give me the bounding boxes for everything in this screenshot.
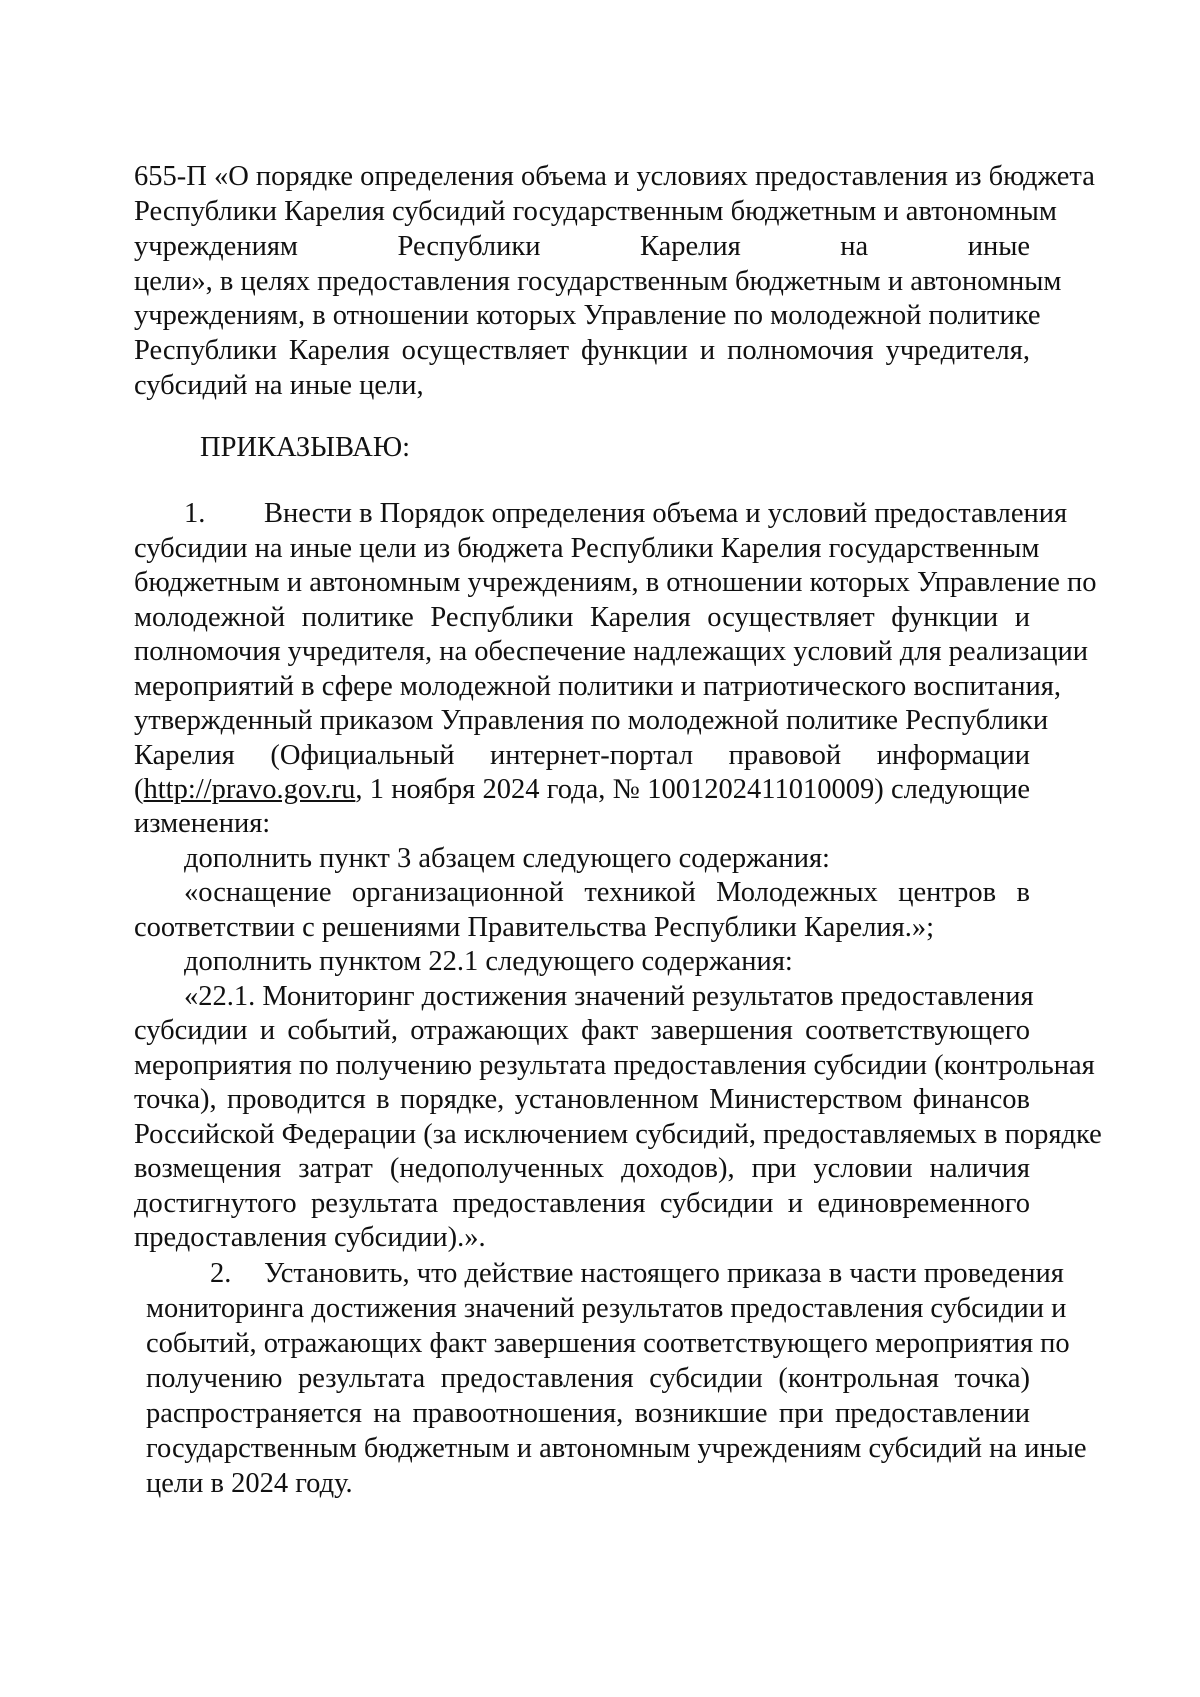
item-1-number: 1. xyxy=(184,498,206,529)
preamble-line-3: учреждениям Республики Карелия на иные xyxy=(134,231,1030,262)
quote-a-line-1: «оснащение организационной техникой Молодежных центров в xyxy=(184,877,1030,908)
item-1-sub-a: дополнить пункт 3 абзацем следующего содержания: xyxy=(184,843,830,874)
preamble-line-2: Республики Карелия субсидий государственным бюджетным и автономным xyxy=(134,196,1057,227)
item-1-line-6: мероприятий в сфере молодежной политики и патриотического воспитания, xyxy=(134,671,1062,702)
item-1-line-8: Карелия (Официальный интернет-портал правовой информации xyxy=(134,740,1030,771)
item-2-line-6: государственным бюджетным и автономным учреждениям субсидий на иные xyxy=(146,1433,1087,1464)
preamble-line-1: 655-П «О порядке определения объема и условиях предоставления из бюджета xyxy=(134,161,1095,192)
quote-b-line-3: мероприятия по получению результата предоставления субсидии (контрольная xyxy=(134,1050,1095,1081)
item-1-line-last: изменения: xyxy=(134,808,271,839)
item-1-line-2: субсидии на иные цели из бюджета Республики Карелия государственным xyxy=(134,533,1040,564)
quote-b-line-2: субсидии и событий, отражающих факт завершения соответствующего xyxy=(134,1015,1030,1046)
item-2-line-5: распространяется на правоотношения, возникшие при предоставлении xyxy=(146,1398,1030,1429)
item-2-line-7: цели в 2024 году. xyxy=(146,1468,353,1499)
item-2-line-4: получению результата предоставления субсидии (контрольная точка) xyxy=(146,1363,1030,1394)
item-2-line-2: мониторинга достижения значений результатов предоставления субсидии и xyxy=(146,1293,1067,1324)
item-2-number: 2. xyxy=(210,1258,232,1289)
quote-b-line-8: предоставления субсидии).». xyxy=(134,1222,486,1253)
quote-b-line-5: Российской Федерации (за исключением субсидий, предоставляемых в порядке xyxy=(134,1119,1102,1150)
item-1-line-3: бюджетным и автономным учреждениям, в отношении которых Управление по xyxy=(134,567,1097,598)
url-line-start: (http://pravo.gov.ru xyxy=(134,774,356,805)
item-1-line-5: полномочия учредителя, на обеспечение надлежащих условий для реализации xyxy=(134,636,1088,667)
preamble-line-6: Республики Карелия осуществляет функции и полномочия учредителя, xyxy=(134,335,1030,366)
quote-b-line-4: точка), проводится в порядке, установленном Министерством финансов xyxy=(134,1084,1030,1115)
preamble-line-5: учреждениям, в отношении которых Управление по молодежной политике xyxy=(134,300,1041,331)
quote-a-line-2: соответствии с решениями Правительства Республики Карелия.»; xyxy=(134,912,935,943)
item-2-line-1: Установить, что действие настоящего приказа в части проведения xyxy=(264,1258,1064,1289)
preamble-line-4: цели», в целях предоставления государственным бюджетным и автономным xyxy=(134,266,1062,297)
item-1-url-line xyxy=(134,772,1030,808)
item-1-sub-b: дополнить пунктом 22.1 следующего содержания: xyxy=(184,946,793,977)
item-1-line-4: молодежной политике Республики Карелия осуществляет функции и xyxy=(134,602,1030,633)
item-2-line-3: событий, отражающих факт завершения соответствующего мероприятия по xyxy=(146,1328,1070,1359)
quote-b-line-7: достигнутого результата предоставления субсидии и единовременного xyxy=(134,1188,1030,1219)
quote-b-line-6: возмещения затрат (недополученных доходов), при условии наличия xyxy=(134,1153,1030,1184)
pravo-link[interactable]: http://pravo.gov.ru xyxy=(143,774,356,805)
quote-b-line-1: «22.1. Мониторинг достижения значений результатов предоставления xyxy=(184,981,1034,1012)
item-1-line-1: Внести в Порядок определения объема и условий предоставления xyxy=(264,498,1068,529)
item-1-line-7: утвержденный приказом Управления по молодежной политике Республики xyxy=(134,705,1049,736)
order-heading: ПРИКАЗЫВАЮ: xyxy=(200,432,411,463)
preamble-line-7: субсидий на иные цели, xyxy=(134,370,424,401)
url-line-rest: , 1 ноября 2024 года, № 1001202411010009) следующие xyxy=(355,774,1030,805)
